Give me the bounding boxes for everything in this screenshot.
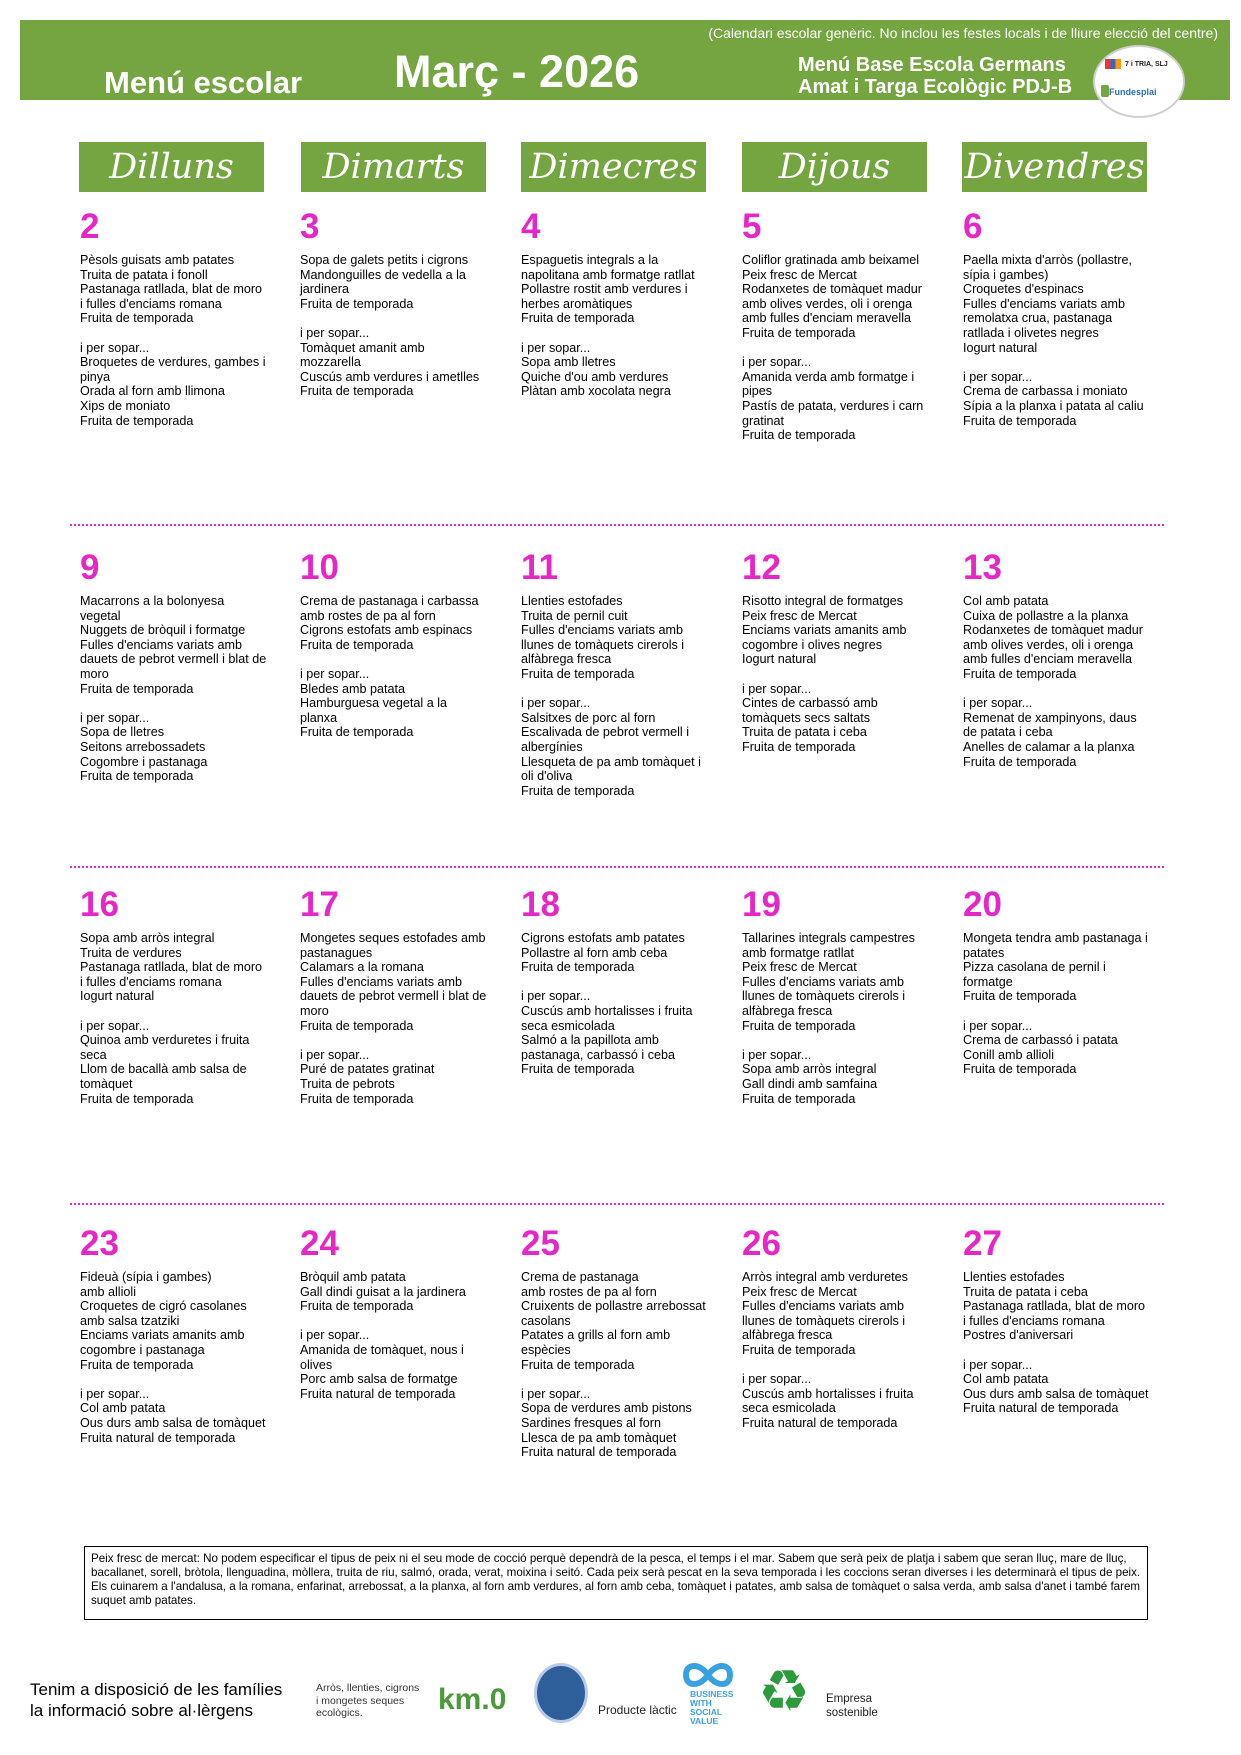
dinner-item: Fruita natural de temporada (80, 1430, 236, 1445)
lunch-item: Tallarines integrals campestres amb formatge ratllat (742, 931, 915, 960)
dinner-item: Orada al forn amb llimona (80, 384, 225, 399)
dinner-item: Fruita de temporada (300, 1091, 414, 1106)
menu-items (521, 1270, 721, 1460)
day-number: 23 (80, 1224, 119, 1263)
dinner-item: Fruita de temporada (963, 413, 1077, 428)
meal-gap (521, 1372, 721, 1387)
allergens-info: Tenim a disposició de les famílies la informació sobre al·lèrgens (30, 1680, 283, 1720)
day-number: 4 (521, 207, 541, 246)
itria-logo-text: 7 i TRIA, SLJ (1125, 61, 1168, 68)
lunch-item: Cuixa de pollastre a la planxa (963, 608, 1129, 623)
dinner-heading: i per sopar... (742, 681, 812, 696)
menu-items (742, 594, 942, 755)
lunch-item: Truita de verdures (80, 945, 182, 960)
lunch-item: Llenties estofades (963, 1270, 1065, 1284)
dinner-item: Llom de bacallà amb salsa de tomàquet (80, 1062, 247, 1091)
lunch-item: Fideuà (sípia i gambes) amb allioli (80, 1270, 212, 1299)
meal-gap (300, 652, 500, 667)
dairy-farm-logo-icon (534, 1663, 588, 1723)
dinner-item: Llesqueta de pa amb tomàquet i oli d'oliva (521, 754, 701, 784)
fish-footnote: Peix fresc de mercat: No podem especificar el tipus de peix ni el seu mode de cocció perquè dependrà de la pesca, el temps i el mar. Sabem que serà peix de platja i sabem que seran lluç, mare de lluç, bacallanet, sorell, bròtola, llenguadina, mòllera, truita de riu, salmó, orada, verat, moixina i seitó. Cada peix serà pescat en la seva temporada i les coccions seran diverses i les determinarà el tipus de peix. Els cuinarem a l'andalusa, a la romana, enfarinat, arrebossat, a la planxa, al forn amb verdures, al forn amb ceba, tomàquet i patates, amb salsa de tomàquet o salsa verda, amb salsa d'anet i també farem suquet amb patates. (84, 1546, 1148, 1620)
meal-gap (742, 341, 942, 356)
bwsv-infinity-icon (682, 1660, 734, 1690)
meal-gap (963, 1004, 1163, 1019)
dinner-heading: i per sopar... (963, 696, 1033, 711)
lunch-item: Fruita de temporada (300, 1299, 414, 1314)
weekday-header-0: Dilluns (79, 142, 264, 192)
dinner-item: Bledes amb patata (300, 681, 406, 696)
lunch-item: Pastanaga ratllada, blat de moro i fulles d'enciams romana (80, 282, 263, 311)
partner-logo (1093, 45, 1185, 118)
meal-gap (80, 1372, 280, 1387)
lunch-item: Peix fresc de Mercat (742, 267, 857, 282)
day-cell (963, 885, 1163, 1077)
dinner-item: Ous durs amb salsa de tomàquet (963, 1386, 1149, 1401)
day-number: 10 (300, 548, 339, 587)
day-number: 20 (963, 885, 1002, 924)
dinner-item: Porc amb salsa de formatge (300, 1372, 458, 1387)
dinner-item: Conill amb allioli (963, 1047, 1054, 1062)
dinner-item: Truita de patata i ceba (742, 725, 867, 740)
lunch-item: Enciams variats amanits amb cogombre i pastanaga (80, 1328, 245, 1357)
fundesplai-logo-icon (1101, 85, 1109, 97)
dinner-item: Fruita natural de temporada (521, 1445, 677, 1460)
dinner-item: Fruita de temporada (300, 725, 414, 740)
lunch-item: Fruita de temporada (300, 1018, 414, 1033)
lunch-item: Nuggets de bròquil i formatge (80, 623, 246, 638)
school-line-1: Menú Base Escola Germans (798, 54, 1066, 76)
day-cell (80, 207, 280, 428)
fundesplai-logo-text: Fundesplai (1109, 87, 1157, 97)
dinner-item: Xips de moniato (80, 398, 171, 413)
bwsv-label: BUSINESS WITH SOCIAL VALUE (690, 1689, 734, 1726)
dinner-item: Plàtan amb xocolata negra (521, 384, 671, 399)
dinner-item: Puré de patates gratinat (300, 1062, 435, 1077)
day-cell (963, 207, 1163, 428)
dinner-item: Escalivada de pebrot vermell i albergínies (521, 725, 689, 754)
lunch-item: Mongetes seques estofades amb pastanagues (300, 931, 486, 960)
lunch-item: Fruita de temporada (300, 296, 414, 311)
lunch-item: Fruita de temporada (963, 666, 1077, 681)
lunch-item: Espaguetis integrals a la napolitana amb formatge ratllat (521, 253, 695, 282)
meal-gap (742, 1358, 942, 1373)
day-number: 18 (521, 885, 560, 924)
day-cell (80, 548, 280, 784)
dinner-item: Fruita de temporada (80, 769, 194, 784)
dinner-heading: i per sopar... (80, 1018, 150, 1033)
dinner-heading: i per sopar... (521, 696, 591, 711)
dinner-item: Amanida verda amb formatge i pipes (742, 369, 915, 399)
menu-items (521, 931, 721, 1077)
dinner-heading: i per sopar... (742, 1047, 812, 1062)
menu-items (963, 931, 1163, 1077)
day-cell (80, 1224, 280, 1445)
lunch-item: Truita de patata i ceba (963, 1284, 1088, 1299)
lunch-item: Fulles d'enciams variats amb llunes de tomàquets cirerols i alfàbrega fresca (742, 974, 906, 1018)
lunch-item: Pastanaga ratllada, blat de moro i fulles d'enciams romana (80, 960, 263, 989)
day-number: 17 (300, 885, 339, 924)
lunch-item: Macarrons a la bolonyesa vegetal (80, 594, 225, 623)
dinner-item: Cogombre i pastanaga (80, 754, 208, 769)
meal-gap (963, 682, 1163, 697)
lunch-item: Cigrons estofats amb espinacs (300, 623, 473, 638)
dinner-item: Fruita de temporada (963, 754, 1077, 769)
dinner-item: Crema de carbassó i patata (963, 1033, 1118, 1048)
menu-items (521, 253, 721, 399)
dinner-item: Cuscús amb hortalisses i fruita seca esmicolada (742, 1386, 914, 1416)
day-number: 5 (742, 207, 762, 246)
lunch-item: Col amb patata (963, 594, 1049, 608)
dinner-heading: i per sopar... (300, 1328, 370, 1343)
dinner-item: Fruita de temporada (80, 1091, 194, 1106)
menu-items (80, 253, 280, 428)
lunch-item: Mandonguilles de vedella a la jardinera (300, 267, 466, 297)
day-number: 16 (80, 885, 119, 924)
menu-items (742, 253, 942, 443)
day-number: 26 (742, 1224, 781, 1263)
dinner-heading: i per sopar... (742, 355, 812, 370)
dinner-item: Quinoa amb verduretes i fruita seca (80, 1033, 250, 1062)
menu-title: Menú escolar (104, 65, 303, 100)
dinner-item: Pastís de patata, verdures i carn gratinat (742, 398, 924, 428)
lunch-item: Fulles d'enciams variats amb dauets de pebrot vermell i blat de moro (300, 974, 487, 1018)
dinner-item: Fruita de temporada (742, 739, 856, 754)
lunch-item: Peix fresc de Mercat (742, 960, 857, 975)
dinner-heading: i per sopar... (521, 1386, 591, 1401)
dinner-item: Fruita natural de temporada (963, 1401, 1119, 1416)
meal-gap (742, 1033, 942, 1048)
week-separator (70, 524, 1164, 526)
dinner-item: Col amb patata (80, 1401, 166, 1416)
header-banner (20, 20, 1230, 100)
dinner-heading: i per sopar... (963, 1357, 1033, 1372)
day-number: 2 (80, 207, 100, 246)
lunch-item: Llenties estofades (521, 594, 623, 608)
dinner-item: Broquetes de verdures, gambes i pinya (80, 355, 266, 384)
meal-gap (963, 355, 1163, 370)
dinner-item: Remenat de xampinyons, daus de patata i ceba (963, 710, 1137, 740)
dinner-heading: i per sopar... (521, 340, 591, 355)
dinner-heading: i per sopar... (300, 1047, 370, 1062)
dairy-product-label: Producte làctic (598, 1703, 677, 1717)
lunch-item: Arròs integral amb verduretes (742, 1270, 908, 1284)
meal-gap (80, 326, 280, 341)
month-title: Març - 2026 (394, 46, 640, 97)
dinner-item: Cintes de carbassó amb tomàquets secs saltats (742, 696, 878, 725)
menu-items (300, 253, 500, 399)
weekday-header-2: Dimecres (521, 142, 706, 192)
menu-items (742, 931, 942, 1106)
dinner-heading: i per sopar... (521, 989, 591, 1004)
dinner-item: Sardines fresques al forn (521, 1415, 662, 1430)
dinner-item: Tomàquet amanit amb mozzarella (300, 340, 425, 370)
dinner-heading: i per sopar... (300, 666, 370, 681)
lunch-item: Fruita de temporada (521, 960, 635, 975)
dinner-item: Cuscús amb hortalisses i fruita seca esmicolada (521, 1003, 693, 1033)
day-number: 27 (963, 1224, 1002, 1263)
lunch-item: Sopa de galets petits i cigrons (300, 253, 469, 267)
menu-items (80, 594, 280, 784)
lunch-item: Pèsols guisats amb patates (80, 253, 235, 267)
menu-items (742, 1270, 942, 1431)
lunch-item: Peix fresc de Mercat (742, 1284, 857, 1299)
lunch-item: Rodanxetes de tomàquet madur amb olives verdes, oli i orenga amb fulles d'enciam meravella (963, 623, 1143, 667)
menu-items (521, 594, 721, 798)
dinner-heading: i per sopar... (300, 325, 370, 340)
menu-items (80, 1270, 280, 1445)
dinner-item: Gall dindi amb samfaina (742, 1076, 878, 1091)
dinner-item: Crema de carbassa i moniato (963, 384, 1128, 399)
lunch-item: Pollastre al forn amb ceba (521, 945, 668, 960)
meal-gap (521, 326, 721, 341)
school-line-2: Amat i Targa Ecològic PDJ-B (798, 76, 1073, 98)
lunch-item: Calamars a la romana (300, 960, 424, 975)
calendar-note: (Calendari escolar genèric. No inclou les festes locals i de lliure elecció del centre) (708, 25, 1218, 41)
week-separator (70, 1203, 1164, 1205)
eco-legumes-note: Arròs, llenties, cigrons i mongetes seques ecològics. (316, 1682, 420, 1719)
lunch-item: Fruita de temporada (300, 637, 414, 652)
lunch-item: Coliflor gratinada amb beixamel (742, 253, 920, 267)
lunch-item: Patates a grills al forn amb espècies (521, 1328, 671, 1357)
day-cell (300, 548, 500, 740)
lunch-item: Pollastre rostit amb verdures i herbes aromàtiques (521, 282, 688, 311)
lunch-item: Fruita de temporada (80, 681, 194, 696)
lunch-item: Fruita de temporada (742, 1342, 856, 1357)
lunch-item: Fruita de temporada (521, 1357, 635, 1372)
meal-gap (80, 696, 280, 711)
school-name (798, 54, 1072, 98)
lunch-item: Crema de pastanaga amb rostes de pa al forn (521, 1270, 657, 1299)
day-cell (521, 885, 721, 1077)
lunch-item: Iogurt natural (742, 652, 817, 667)
recycle-icon: ♻ (758, 1659, 810, 1724)
lunch-item: Peix fresc de Mercat (742, 608, 857, 623)
lunch-item: Mongeta tendra amb pastanaga i patates (963, 931, 1148, 960)
lunch-item: Croquetes d'espinacs (963, 282, 1084, 297)
day-number: 11 (521, 548, 558, 587)
day-cell (742, 207, 942, 443)
dinner-item: Sopa amb arròs integral (742, 1062, 877, 1077)
lunch-item: Cruixents de pollastre arrebossat casolans (521, 1299, 706, 1328)
km0-logo: km.0 (438, 1683, 507, 1716)
day-cell (300, 885, 500, 1106)
lunch-item: Fruita de temporada (80, 1357, 194, 1372)
lunch-item: Risotto integral de formatges (742, 594, 904, 608)
lunch-item: Paella mixta d'arròs (pollastre, sípia i gambes) (963, 253, 1132, 282)
lunch-item: Enciams variats amanits amb cogombre i olives negres (742, 623, 907, 652)
lunch-item: Iogurt natural (80, 989, 155, 1004)
lunch-item: Fulles d'enciams variats amb llunes de tomàquets cirerols i alfàbrega fresca (521, 623, 685, 667)
lunch-item: Croquetes de cigró casolanes amb salsa tzatziki (80, 1299, 247, 1328)
lunch-item: Fruita de temporada (521, 311, 635, 326)
menu-items (963, 1270, 1163, 1416)
dinner-heading: i per sopar... (80, 340, 150, 355)
dinner-item: Sopa de verdures amb pistons (521, 1401, 692, 1416)
meal-gap (742, 667, 942, 682)
day-cell (80, 885, 280, 1106)
menu-items (300, 594, 500, 740)
day-number: 3 (300, 207, 320, 246)
dinner-item: Fruita de temporada (521, 1062, 635, 1077)
day-number: 25 (521, 1224, 560, 1263)
lunch-item: Pizza casolana de pernil i formatge (963, 960, 1106, 989)
meal-gap (963, 1343, 1163, 1358)
lunch-item: Fulles d'enciams variats amb dauets de pebrot vermell i blat de moro (80, 637, 267, 681)
dinner-item: Fruita de temporada (742, 1091, 856, 1106)
sustainable-company-label: Empresa sostenible (826, 1693, 878, 1719)
day-cell (963, 548, 1163, 769)
meal-gap (80, 1004, 280, 1019)
lunch-item: Fruita de temporada (521, 666, 635, 681)
itria-logo-icon (1105, 59, 1121, 69)
lunch-item: Cigrons estofats amb patates (521, 931, 685, 945)
day-number: 6 (963, 207, 983, 246)
lunch-item: Pastanaga ratllada, blat de moro i fulles d'enciams romana (963, 1299, 1146, 1328)
menu-items (963, 594, 1163, 769)
dinner-item: Llesca de pa amb tomàquet (521, 1430, 677, 1445)
lunch-item: Fruita de temporada (963, 989, 1077, 1004)
lunch-item: Gall dindi guisat a la jardinera (300, 1284, 466, 1299)
dinner-heading: i per sopar... (963, 1018, 1033, 1033)
dinner-item: Anelles de calamar a la planxa (963, 739, 1135, 754)
dinner-item: Amanida de tomàquet, nous i olives (300, 1342, 464, 1372)
dinner-item: Fruita de temporada (963, 1062, 1077, 1077)
day-cell (742, 1224, 942, 1431)
lunch-item: Sopa amb arròs integral (80, 931, 215, 945)
menu-items (300, 931, 500, 1106)
day-number: 24 (300, 1224, 339, 1263)
lunch-item: Truita de patata i fonoll (80, 267, 208, 282)
dinner-item: Sopa amb lletres (521, 355, 616, 370)
lunch-item: Fruita de temporada (80, 311, 194, 326)
dinner-item: Col amb patata (963, 1372, 1049, 1387)
dinner-item: Seitons arrebossadets (80, 739, 206, 754)
lunch-item: Fruita de temporada (742, 325, 856, 340)
dinner-heading: i per sopar... (963, 369, 1033, 384)
day-cell (300, 207, 500, 399)
day-cell (300, 1224, 500, 1401)
weekday-header-1: Dimarts (301, 142, 486, 192)
lunch-item: Truita de pernil cuit (521, 608, 628, 623)
day-cell (521, 1224, 721, 1460)
lunch-item: Bròquil amb patata (300, 1270, 406, 1284)
dinner-item: Ous durs amb salsa de tomàquet (80, 1415, 266, 1430)
day-number: 9 (80, 548, 100, 587)
lunch-item: Iogurt natural (963, 340, 1038, 355)
dinner-heading: i per sopar... (80, 710, 150, 725)
meal-gap (300, 311, 500, 326)
dinner-item: Fruita natural de temporada (300, 1386, 456, 1401)
meal-gap (300, 1033, 500, 1048)
lunch-item: Rodanxetes de tomàquet madur amb olives verdes, oli i orenga amb fulles d'enciam meravella (742, 282, 922, 326)
menu-items (963, 253, 1163, 428)
day-cell (742, 885, 942, 1106)
dinner-item: Salsitxes de porc al forn (521, 710, 656, 725)
dinner-item: Fruita de temporada (80, 413, 194, 428)
menu-items (80, 931, 280, 1106)
weekday-header-4: Divendres (962, 142, 1147, 192)
lunch-item: Postres d'aniversari (963, 1328, 1074, 1343)
dinner-item: Hamburguesa vegetal a la planxa (300, 696, 448, 725)
weekday-header-3: Dijous (742, 142, 927, 192)
dinner-item: Fruita de temporada (521, 783, 635, 798)
lunch-item: Fulles d'enciams variats amb llunes de tomàquets cirerols i alfàbrega fresca (742, 1299, 906, 1343)
week-separator (70, 866, 1164, 868)
dinner-item: Sopa de lletres (80, 725, 165, 740)
day-cell (521, 548, 721, 798)
meal-gap (521, 682, 721, 697)
day-cell (742, 548, 942, 755)
dinner-item: Truita de pebrots (300, 1076, 395, 1091)
meal-gap (300, 1314, 500, 1329)
dinner-item: Quiche d'ou amb verdures (521, 369, 669, 384)
dinner-item: Fruita de temporada (742, 428, 856, 443)
lunch-item: Crema de pastanaga i carbassa amb rostes de pa al forn (300, 594, 479, 623)
dinner-item: Salmó a la papillota amb pastanaga, carbassó i ceba (521, 1033, 676, 1062)
day-cell (521, 207, 721, 399)
day-number: 13 (963, 548, 1002, 587)
dinner-item: Fruita de temporada (300, 384, 414, 399)
dinner-item: Fruita natural de temporada (742, 1415, 898, 1430)
dinner-heading: i per sopar... (742, 1372, 812, 1387)
lunch-item: Fulles d'enciams variats amb remolatxa crua, pastanaga ratllada i olivetes negres (963, 296, 1125, 340)
day-number: 19 (742, 885, 781, 924)
day-cell (963, 1224, 1163, 1416)
dinner-heading: i per sopar... (80, 1386, 150, 1401)
dinner-item: Cuscús amb verdures i ametlles (300, 369, 480, 384)
dinner-item: Sípia a la planxa i patata al caliu (963, 398, 1144, 413)
day-number: 12 (742, 548, 781, 587)
meal-gap (521, 975, 721, 990)
menu-items (300, 1270, 500, 1401)
lunch-item: Fruita de temporada (742, 1018, 856, 1033)
